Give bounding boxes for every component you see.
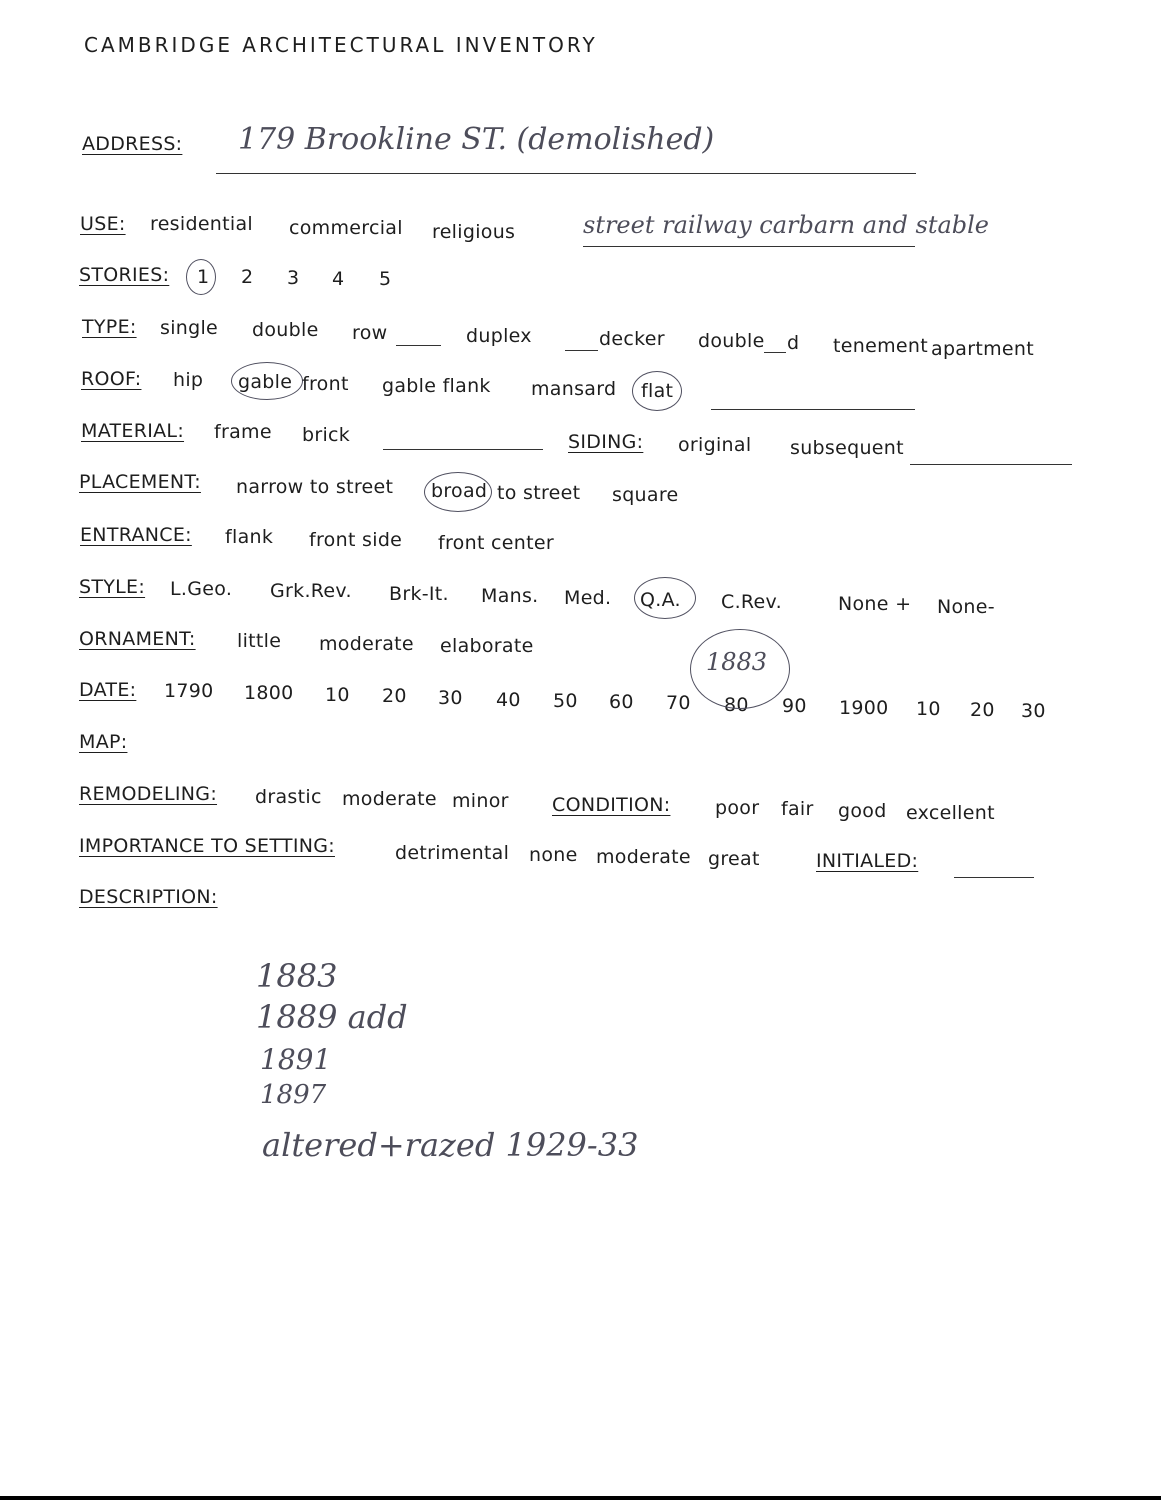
remodeling-label: REMODELING:: [79, 783, 218, 805]
condition-label: CONDITION:: [552, 794, 671, 816]
address-label: ADDRESS:: [82, 133, 183, 155]
roof-option-mansard: mansard: [531, 378, 617, 400]
type-option-double: double: [252, 319, 319, 341]
condition-option-excellent: excellent: [906, 802, 995, 824]
date-label: DATE:: [79, 679, 137, 701]
stories-selection-circle: [186, 259, 216, 295]
material-other-blank: [383, 449, 543, 450]
remodeling-option-drastic: drastic: [255, 786, 322, 808]
style-option-crev: C.Rev.: [721, 591, 782, 613]
scan-bottom-edge: [0, 1496, 1161, 1500]
date-option-1790: 1790: [164, 680, 214, 702]
date-option-50: 50: [553, 690, 578, 712]
entrance-option-front-center: front center: [438, 532, 554, 554]
type-option-decker: decker: [599, 328, 665, 350]
ornament-option-little: little: [237, 630, 282, 652]
date-option-1800: 1800: [244, 682, 294, 704]
date-option-70: 70: [666, 692, 691, 714]
date-option-60: 60: [609, 691, 634, 713]
date-option-1930: 30: [1021, 700, 1046, 722]
type-double-d-blank: [764, 352, 786, 353]
condition-option-poor: poor: [715, 797, 760, 819]
date-option-1900: 1900: [839, 697, 889, 719]
date-option-1910: 10: [916, 698, 941, 720]
description-line-3: 1891: [260, 1043, 332, 1076]
ornament-option-elaborate: elaborate: [440, 635, 534, 657]
entrance-label: ENTRANCE:: [80, 524, 192, 546]
type-option-double-d: double: [698, 330, 765, 352]
type-option-tenement: tenement: [833, 335, 928, 357]
type-option-d: d: [787, 332, 800, 354]
roof-option-flat: flat: [641, 380, 674, 402]
siding-option-subsequent: subsequent: [790, 437, 904, 459]
use-option-residential: residential: [150, 213, 254, 235]
style-option-lgeo: L.Geo.: [170, 578, 233, 600]
description-line-5: altered+razed 1929-33: [262, 1126, 639, 1164]
placement-label: PLACEMENT:: [79, 471, 201, 493]
type-row-blank: [396, 345, 441, 346]
importance-option-detrimental: detrimental: [395, 842, 510, 864]
style-option-mans: Mans.: [481, 585, 539, 607]
stories-option-2: 2: [241, 266, 254, 288]
remodeling-option-minor: minor: [452, 790, 509, 812]
placement-option-square: square: [612, 484, 679, 506]
placement-broad-selection-circle: [424, 472, 492, 512]
stories-option-1: 1: [197, 266, 210, 288]
date-option-1920: 20: [970, 699, 995, 721]
address-line: [216, 173, 916, 174]
condition-option-fair: fair: [781, 798, 814, 820]
description-line-4: 1897: [260, 1080, 327, 1110]
material-option-brick: brick: [302, 424, 351, 446]
style-option-grkrev: Grk.Rev.: [270, 580, 352, 602]
siding-label: SIDING:: [568, 431, 644, 453]
type-decker-blank: [565, 350, 598, 351]
use-option-commercial: commercial: [289, 217, 403, 239]
date-option-80: 80: [724, 694, 749, 716]
material-label: MATERIAL:: [81, 420, 185, 442]
use-label: USE:: [80, 213, 126, 235]
date-option-90: 90: [782, 695, 807, 717]
date-option-20: 20: [382, 685, 407, 707]
initialed-blank: [954, 877, 1034, 878]
stories-label: STORIES:: [79, 264, 170, 286]
type-option-apartment: apartment: [931, 338, 1034, 360]
style-qa-selection-circle: [634, 577, 696, 619]
form-title: CAMBRIDGE ARCHITECTURAL INVENTORY: [84, 33, 598, 57]
description-line-2: 1889 add: [256, 998, 408, 1036]
type-option-single: single: [160, 317, 219, 339]
roof-option-gable: gable: [238, 371, 293, 393]
date-option-10: 10: [325, 684, 350, 706]
type-label: TYPE:: [82, 316, 137, 338]
type-option-row: row: [352, 322, 388, 344]
style-option-none-minus: None-: [937, 596, 995, 618]
placement-option-to-street: to street: [497, 482, 581, 504]
ornament-label: ORNAMENT:: [79, 628, 196, 650]
stories-option-5: 5: [379, 268, 392, 290]
importance-option-moderate: moderate: [596, 846, 691, 868]
type-option-duplex: duplex: [466, 325, 532, 347]
style-option-qa: Q.A.: [640, 589, 681, 611]
placement-option-broad: broad: [431, 480, 488, 502]
roof-gable-selection-circle: [231, 362, 303, 400]
entrance-option-front-side: front side: [309, 529, 403, 551]
entrance-option-flank: flank: [225, 526, 274, 548]
roof-flat-selection-circle: [632, 371, 682, 411]
siding-option-original: original: [678, 434, 752, 456]
placement-option-narrow: narrow to street: [236, 476, 394, 498]
initialed-label: INITIALED:: [816, 850, 919, 872]
map-label: MAP:: [79, 731, 128, 753]
material-option-frame: frame: [214, 421, 272, 443]
use-other-value: street railway carbarn and stable: [583, 211, 990, 239]
date-option-30: 30: [438, 687, 463, 709]
style-option-none-plus: None +: [838, 593, 912, 615]
style-option-med: Med.: [564, 587, 612, 609]
roof-option-hip: hip: [173, 369, 204, 391]
importance-option-none: none: [529, 844, 578, 866]
importance-option-great: great: [708, 848, 760, 870]
roof-option-front: front: [302, 373, 349, 395]
description-line-1: 1883: [256, 957, 338, 995]
roof-other-blank: [711, 409, 915, 410]
condition-option-good: good: [838, 800, 887, 822]
use-option-religious: religious: [432, 221, 516, 243]
remodeling-option-moderate: moderate: [342, 788, 437, 810]
date-handwritten-year: 1883: [706, 648, 768, 676]
stories-option-3: 3: [287, 267, 300, 289]
stories-option-4: 4: [332, 268, 345, 290]
importance-label: IMPORTANCE TO SETTING:: [79, 835, 335, 857]
style-option-brkit: Brk-It.: [389, 583, 449, 605]
description-label: DESCRIPTION:: [79, 886, 218, 908]
ornament-option-moderate: moderate: [319, 633, 414, 655]
address-value: 179 Brookline ST. (demolished): [238, 122, 715, 157]
date-option-40: 40: [496, 689, 521, 711]
roof-option-gable-flank: gable flank: [382, 375, 491, 397]
siding-other-blank: [910, 464, 1072, 465]
use-other-line: [583, 246, 915, 247]
style-label: STYLE:: [79, 576, 146, 598]
roof-label: ROOF:: [81, 368, 142, 390]
